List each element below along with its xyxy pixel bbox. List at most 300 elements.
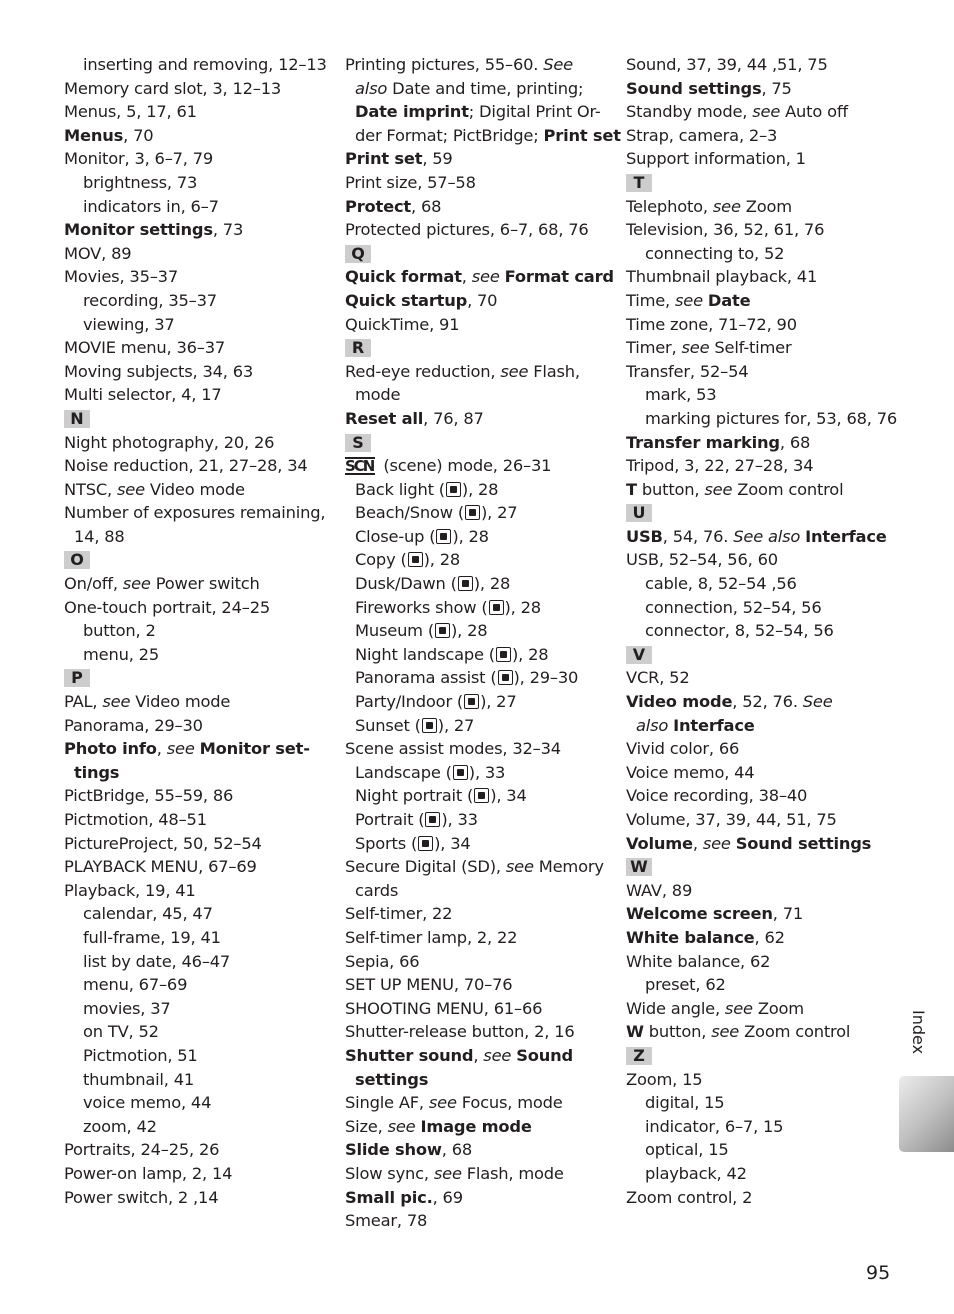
index-subentry: menu, 67–69 <box>83 975 188 995</box>
index-entry: PictureProject, 50, 52–54 <box>64 833 262 853</box>
entry-text: Interface <box>805 526 887 546</box>
index-entry <box>345 147 617 171</box>
index-entry <box>64 572 334 596</box>
entry-text: settings <box>355 1069 429 1089</box>
entry-text: Sound settings <box>735 833 872 853</box>
index-entry <box>345 1044 617 1068</box>
entry-text: Focus, mode <box>456 1093 563 1113</box>
entry-text: Print set <box>345 149 423 169</box>
index-entry: Transfer, 52–54 <box>626 361 749 381</box>
index-entry: Portraits, 24–25, 26 <box>64 1140 220 1160</box>
panorama-assist-icon <box>498 670 513 685</box>
entry-text: Flash, <box>528 361 580 381</box>
index-subentry: optical, 15 <box>645 1140 729 1160</box>
entry-text: Monitor set- <box>199 739 310 759</box>
index-entry <box>345 855 617 879</box>
section-letter-label: Q <box>345 245 371 263</box>
index-entry: Volume, 37, 39, 44, 51, 75 <box>626 810 837 829</box>
entry-text: , <box>156 739 167 759</box>
index-subentry: preset, 62 <box>645 975 726 995</box>
entry-text: ), 28 <box>511 644 549 664</box>
index-subentry <box>345 100 617 124</box>
entry-text: Fireworks show ( <box>355 597 488 617</box>
index-subentry <box>345 525 617 549</box>
entry-text: Portrait ( <box>355 810 425 829</box>
index-entry: Zoom control, 2 <box>626 1187 753 1207</box>
index-subentry: mode <box>355 385 401 405</box>
entry-text: Zoom <box>740 196 792 216</box>
index-subentry <box>345 619 617 643</box>
index-entry <box>626 195 888 219</box>
entry-text: , 68 <box>411 196 442 216</box>
section-tab <box>899 1076 954 1152</box>
index-subentry <box>345 77 617 101</box>
entry-text: Sports ( <box>355 833 418 853</box>
index-entry: SHOOTING MENU, 61–66 <box>345 998 543 1018</box>
index-entry: Print size, 57–58 <box>345 172 476 192</box>
entry-text: Night landscape ( <box>355 644 495 664</box>
index-entry: White balance, 62 <box>626 951 771 971</box>
entry-text: , 70 <box>123 125 154 145</box>
entry-text: Date and time, printing; <box>387 78 584 98</box>
index-entry: Number of exposures remaining, <box>64 503 326 523</box>
entry-text: , 75 <box>761 78 792 98</box>
entry-text: T <box>626 479 637 499</box>
index-subentry <box>345 690 617 714</box>
entry-text: Standby mode, <box>626 102 753 122</box>
index-entry <box>626 289 888 313</box>
entry-text: , 73 <box>212 220 244 240</box>
entry-text: ), 28 <box>423 550 461 570</box>
dusk-dawn-icon <box>458 576 473 591</box>
entry-text: , 68 <box>779 432 811 452</box>
entry-text: Sound settings <box>626 78 762 98</box>
entry-text: ), 27 <box>480 503 518 523</box>
index-entry: Protected pictures, 6–7, 68, 76 <box>345 220 589 240</box>
entry-text: , 68 <box>441 1140 473 1160</box>
index-subentry: 14, 88 <box>74 526 125 546</box>
night-landscape-icon <box>496 647 511 662</box>
index-entry <box>64 124 334 148</box>
index-subentry <box>345 124 621 148</box>
index-column-1 <box>64 53 334 1209</box>
entry-text: On/off, <box>64 574 123 594</box>
entry-text: see <box>500 361 529 381</box>
entry-text: Landscape ( <box>355 762 452 782</box>
entry-text: Night portrait ( <box>355 786 474 806</box>
index-entry: Menus, 5, 17, 61 <box>64 102 197 122</box>
entry-text: Printing pictures, 55–60. <box>345 55 544 74</box>
index-entry: Support information, 1 <box>626 149 806 169</box>
index-subentry: recording, 35–37 <box>83 290 217 310</box>
entry-text: ), 28 <box>450 621 488 641</box>
index-subentry: button, 2 <box>83 621 156 641</box>
index-entry <box>626 832 888 856</box>
index-subentry: calendar, 45, 47 <box>83 904 213 924</box>
section-letter <box>626 1044 888 1068</box>
index-entry <box>626 431 888 455</box>
section-letter <box>626 643 888 667</box>
index-column-3 <box>626 53 898 1209</box>
entry-text: Timer, <box>626 338 682 358</box>
index-entry <box>345 360 617 384</box>
section-letter <box>345 431 617 455</box>
section-letter-label: O <box>64 551 90 569</box>
index-subentry: thumbnail, 41 <box>83 1069 195 1089</box>
index-entry: Monitor, 3, 6–7, 79 <box>64 149 214 169</box>
entry-text: Beach/Snow ( <box>355 503 464 523</box>
index-subentry: playback, 42 <box>645 1163 747 1183</box>
entry-text: ), 28 <box>452 526 489 546</box>
sunset-icon <box>422 718 437 733</box>
entry-text: Volume <box>626 833 693 853</box>
section-letter-label: W <box>626 858 652 876</box>
entry-text: see <box>702 833 731 853</box>
index-subentry: mark, 53 <box>645 385 717 405</box>
entry-text: Flash, mode <box>461 1163 564 1183</box>
index-entry <box>345 1162 617 1186</box>
index-entry: Panorama, 29–30 <box>64 715 203 735</box>
section-letter-label: V <box>626 646 652 664</box>
index-subentry: cards <box>355 880 399 900</box>
index-entry: Television, 36, 52, 61, 76 <box>626 220 825 240</box>
index-subentry <box>345 1068 617 1092</box>
entry-text: See <box>802 692 833 712</box>
index-subentry: on TV, 52 <box>83 1022 159 1042</box>
entry-text: see <box>166 739 195 759</box>
entry-text: Quick startup <box>345 290 468 310</box>
index-entry: PictBridge, 55–59, 86 <box>64 786 234 806</box>
entry-text: Video mode <box>144 479 245 499</box>
entry-text: Image mode <box>420 1116 532 1136</box>
sports-icon <box>418 836 433 851</box>
entry-text: NTSC, <box>64 479 117 499</box>
index-subentry: connection, 52–54, 56 <box>645 597 822 617</box>
entry-text: Quick format <box>345 267 462 287</box>
page-number: 95 <box>866 1262 891 1284</box>
entry-text: also <box>636 715 669 735</box>
party-indoor-icon <box>464 694 479 709</box>
index-subentry <box>626 714 888 738</box>
index-entry: Playback, 19, 41 <box>64 880 196 900</box>
index-subentry: cable, 8, 52–54 ,56 <box>645 574 797 594</box>
copy-icon <box>408 552 423 567</box>
entry-text: Zoom control <box>739 1022 851 1042</box>
index-subentry: viewing, 37 <box>83 314 175 334</box>
index-entry: SET UP MENU, 70–76 <box>345 975 513 995</box>
entry-text: , 70 <box>467 290 498 310</box>
index-entry <box>345 265 617 289</box>
entry-text: , <box>473 1045 484 1065</box>
entry-text: W <box>626 1022 644 1042</box>
entry-text: Welcome screen <box>626 904 773 924</box>
index-subentry: movies, 37 <box>83 998 171 1018</box>
entry-text: see <box>471 267 500 287</box>
entry-text: USB <box>626 526 663 546</box>
beach-snow-icon <box>465 505 480 520</box>
index-entry: One-touch portrait, 24–25 <box>64 597 271 617</box>
section-letter <box>64 666 334 690</box>
index-subentry <box>345 548 617 572</box>
entry-text: White balance <box>626 927 755 947</box>
index-entry <box>626 478 888 502</box>
section-letter <box>626 855 888 879</box>
entry-text: Photo info <box>64 739 157 759</box>
index-entry <box>626 100 888 124</box>
index-entry <box>626 902 888 926</box>
index-subentry <box>345 478 617 502</box>
entry-text: PAL, <box>64 692 103 712</box>
entry-text: see <box>122 574 151 594</box>
index-entry: Shutter-release button, 2, 16 <box>345 1022 575 1042</box>
entry-text: Power switch <box>150 574 260 594</box>
portrait-icon <box>425 812 440 827</box>
fireworks-icon <box>489 600 504 615</box>
entry-text: Sunset ( <box>355 715 421 735</box>
index-entry: Vivid color, 66 <box>626 739 740 759</box>
entry-text: Close-up ( <box>355 526 436 546</box>
entry-text: Party/Indoor ( <box>355 692 464 712</box>
entry-text: Copy ( <box>355 550 407 570</box>
entry-text: ), 27 <box>480 692 517 712</box>
entry-text: der Format; PictBridge; <box>355 125 544 145</box>
section-tab-label: Index <box>909 1010 928 1055</box>
night-portrait-icon <box>474 788 489 803</box>
entry-text: Wide angle, <box>626 998 725 1018</box>
entry-text: see <box>675 290 703 310</box>
index-entry: PLAYBACK MENU, 67–69 <box>64 857 257 877</box>
entry-text: Slide show <box>345 1140 442 1160</box>
section-letter <box>626 171 888 195</box>
index-entry <box>626 926 888 950</box>
section-letter-label: U <box>626 504 652 522</box>
entry-text: , 62 <box>754 927 785 947</box>
entry-text: Single AF, <box>345 1093 429 1113</box>
entry-text: Reset all <box>345 408 424 428</box>
scene-mode-icon: SCN <box>345 457 374 476</box>
index-entry <box>626 525 888 549</box>
entry-text: see <box>681 338 710 358</box>
section-letter-label: Z <box>626 1047 652 1065</box>
entry-text: see <box>116 479 145 499</box>
entry-text: Dusk/Dawn ( <box>355 574 457 594</box>
entry-text: Transfer marking <box>626 432 780 452</box>
entry-text: Protect <box>345 196 412 216</box>
entry-text: Self-timer <box>709 338 792 358</box>
index-entry: Movies, 35–37 <box>64 267 178 287</box>
index-entry: Noise reduction, 21, 27–28, 34 <box>64 456 308 476</box>
index-subentry: voice memo, 44 <box>83 1093 212 1113</box>
section-letter-label: P <box>64 669 90 687</box>
entry-text: Red-eye reduction, <box>345 361 501 381</box>
index-entry: Night photography, 20, 26 <box>64 432 275 452</box>
entry-text: Date imprint <box>355 102 469 122</box>
entry-text: Sound <box>516 1045 573 1065</box>
entry-text: ), 28 <box>473 574 511 594</box>
entry-text: see <box>387 1116 416 1136</box>
index-entry <box>64 737 334 761</box>
index-entry <box>345 454 617 478</box>
index-entry: Strap, camera, 2–3 <box>626 125 778 145</box>
index-entry <box>626 1020 888 1044</box>
index-subentry <box>345 643 617 667</box>
entry-text: Format card <box>504 267 614 287</box>
index-entry <box>626 690 888 714</box>
index-entry: MOVIE menu, 36–37 <box>64 338 226 358</box>
entry-text: Video mode <box>130 692 231 712</box>
index-subentry: connecting to, 52 <box>645 243 785 263</box>
entry-text: , 69 <box>432 1187 463 1207</box>
entry-text: Menus <box>64 125 124 145</box>
index-entry: Pictmotion, 48–51 <box>64 810 207 829</box>
entry-text: Telephoto, <box>626 196 713 216</box>
index-subentry: Pictmotion, 51 <box>83 1045 198 1065</box>
museum-icon <box>435 623 450 638</box>
entry-text: See also <box>733 526 801 546</box>
index-subentry <box>345 761 617 785</box>
entry-text: See <box>543 55 574 74</box>
entry-text: Date <box>707 290 751 310</box>
close-up-icon <box>436 529 451 544</box>
entry-text: ), 33 <box>468 762 506 782</box>
index-subentry: menu, 25 <box>83 644 159 664</box>
entry-text: see <box>752 102 781 122</box>
entry-text: tings <box>74 762 120 782</box>
index-entry <box>626 997 888 1021</box>
index-column-2 <box>345 53 621 1233</box>
index-subentry: indicators in, 6–7 <box>83 196 219 216</box>
section-letter-label: T <box>626 174 652 192</box>
entry-text: Video mode <box>626 692 733 712</box>
index-subentry <box>345 572 617 596</box>
index-entry: Power switch, 2 ,14 <box>64 1187 219 1207</box>
entry-text: ), 34 <box>490 786 527 806</box>
entry-text: Museum ( <box>355 621 434 641</box>
section-letter-label: S <box>345 434 371 452</box>
index-subentry <box>345 666 617 690</box>
entry-text: see <box>433 1163 462 1183</box>
section-letter <box>64 407 334 431</box>
entry-text: Memory <box>533 857 604 877</box>
index-subentry: digital, 15 <box>645 1093 725 1113</box>
index-subentry: list by date, 46–47 <box>83 951 231 971</box>
entry-text: , <box>692 833 703 853</box>
section-letter <box>64 548 334 572</box>
back-light-icon <box>446 482 461 497</box>
index-subentry <box>345 808 617 832</box>
index-entry: QuickTime, 91 <box>345 314 460 334</box>
entry-text: see <box>102 692 131 712</box>
entry-text: ), 28 <box>461 479 499 499</box>
index-entry <box>345 53 617 77</box>
index-subentry: inserting and removing, 12–13 <box>83 55 327 74</box>
entry-text: ), 34 <box>434 833 471 853</box>
index-entry <box>345 1091 617 1115</box>
index-subentry: zoom, 42 <box>83 1116 157 1136</box>
index-entry: Self-timer lamp, 2, 22 <box>345 927 518 947</box>
entry-text: Print set <box>543 125 621 145</box>
entry-text: Zoom <box>752 998 804 1018</box>
entry-text: see <box>711 1022 740 1042</box>
index-subentry <box>64 761 334 785</box>
index-subentry <box>345 832 617 856</box>
entry-text: Size, <box>345 1116 388 1136</box>
entry-text: see <box>505 857 534 877</box>
entry-text: Auto off <box>780 102 848 122</box>
index-entry <box>345 195 617 219</box>
entry-text: button, <box>643 1022 712 1042</box>
index-subentry: connector, 8, 52–54, 56 <box>645 621 834 641</box>
entry-text: ), 27 <box>437 715 475 735</box>
index-entry <box>345 1138 617 1162</box>
section-letter <box>626 501 888 525</box>
entry-text: Shutter sound <box>345 1045 474 1065</box>
entry-text: Interface <box>673 715 755 735</box>
index-entry: Sepia, 66 <box>345 951 420 971</box>
entry-text: (scene) mode, 26–31 <box>378 456 552 476</box>
entry-text: see <box>712 196 741 216</box>
entry-text: , 52, 76. <box>732 692 803 712</box>
index-subentry: brightness, 73 <box>83 172 198 192</box>
index-entry: Power-on lamp, 2, 14 <box>64 1163 233 1183</box>
index-entry <box>345 1115 617 1139</box>
index-entry: Voice recording, 38–40 <box>626 786 808 806</box>
index-entry: Voice memo, 44 <box>626 762 755 782</box>
entry-text: , 59 <box>422 149 453 169</box>
index-entry: Moving subjects, 34, 63 <box>64 361 254 381</box>
index-subentry <box>345 596 617 620</box>
index-entry: VCR, 52 <box>626 668 690 688</box>
index-entry <box>345 289 617 313</box>
entry-text: Zoom control <box>732 479 844 499</box>
index-entry <box>64 478 334 502</box>
entry-text: see <box>704 479 733 499</box>
entry-text: ), 28 <box>504 597 541 617</box>
entry-text: Back light ( <box>355 479 445 499</box>
index-entry: Time zone, 71–72, 90 <box>626 314 797 334</box>
index-entry <box>626 336 888 360</box>
section-letter-label: N <box>64 410 90 428</box>
section-letter-label: R <box>345 339 371 357</box>
landscape-icon <box>453 765 468 780</box>
entry-text: Panorama assist ( <box>355 668 497 688</box>
index-subentry <box>345 714 617 738</box>
index-entry: Tripod, 3, 22, 27–28, 34 <box>626 456 814 476</box>
index-subentry: indicator, 6–7, 15 <box>645 1116 784 1136</box>
entry-text: , <box>461 267 472 287</box>
index-entry: Zoom, 15 <box>626 1069 703 1089</box>
index-entry: WAV, 89 <box>626 880 693 900</box>
index-entry: USB, 52–54, 56, 60 <box>626 550 778 570</box>
entry-text: ), 33 <box>441 810 478 829</box>
entry-text: Secure Digital (SD), <box>345 857 506 877</box>
index-subentry <box>345 501 617 525</box>
index-subentry <box>345 784 617 808</box>
entry-text: also <box>355 78 388 98</box>
index-entry: Multi selector, 4, 17 <box>64 385 222 405</box>
index-entry: Thumbnail playback, 41 <box>626 267 818 287</box>
index-subentry: full-frame, 19, 41 <box>83 927 221 947</box>
entry-text: Small pic. <box>345 1187 433 1207</box>
index-entry: Smear, 78 <box>345 1211 428 1231</box>
index-entry <box>626 77 888 101</box>
entry-text: Monitor settings <box>64 220 213 240</box>
index-entry: Memory card slot, 3, 12–13 <box>64 78 282 98</box>
index-entry: MOV, 89 <box>64 243 132 263</box>
section-letter <box>345 336 617 360</box>
index-entry <box>345 1186 617 1210</box>
section-letter <box>345 242 617 266</box>
